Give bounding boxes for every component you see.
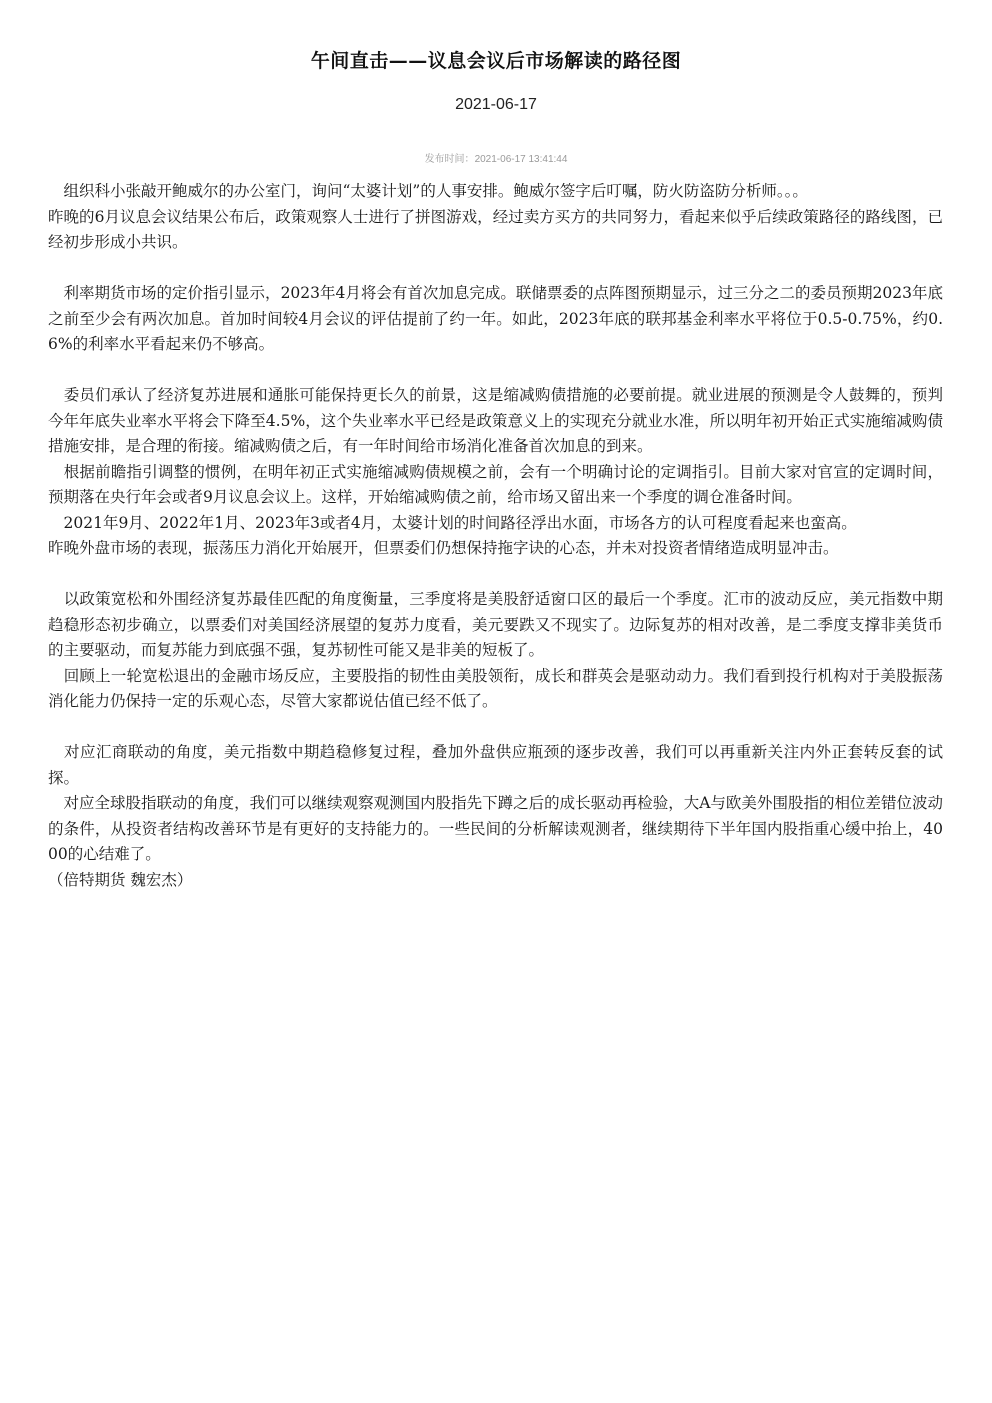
article-title: 午间直击——议息会议后市场解读的路径图 bbox=[310, 50, 682, 72]
paragraph-2: 昨晚的6月议息会议结果公布后，政策观察人士进行了拼图游戏，经过卖方买方的共同努力，看起来似乎后续政策路径的路线图，已经初步形成小共识。 bbox=[48, 207, 943, 251]
paragraph-9: 回顾上一轮宽松退出的金融市场反应，主要股指的韧性由美股领衔，成长和群英会是驱动动力。我们看到投行机构对于美股振荡消化能力仍保持一定的乐观心态，尽管大家都说估值已经不低了。 bbox=[48, 666, 943, 710]
publish-time: 2021-06-17 13:41:44 bbox=[474, 154, 568, 165]
paragraph-11: 对应全球股指联动的角度，我们可以继续观察观测国内股指先下蹲之后的成长驱动再检验，大A与欧美外围股指的相位差错位波动的条件，从投资者结构改善环节是有更好的支持能力的。一些民间的分析解读观测者，继续期待下半年国内股指重心缓中抬上，4000的心结难了。 bbox=[48, 794, 943, 863]
article-body bbox=[48, 179, 943, 893]
publish-info bbox=[0, 150, 992, 165]
paragraph-4: 委员们承认了经济复苏进展和通胀可能保持更长久的前景，这是缩减购债措施的必要前提。就业进展的预测是令人鼓舞的，预判今年年底失业率水平将会下降至4.5%，这个失业率水平已经是政策意义上的实现充分就业水准，所以明年初开始正式实施缩减购债措施安排，是合理的衔接。缩减购债之后，有一年时间给市场消化准备首次加息的到来。 bbox=[48, 386, 943, 455]
paragraph-1: 组织科小张敲开鲍威尔的办公室门，询问“太婆计划”的人事安排。鲍威尔签字后叮嘱，防火防盗防分析师。。。 bbox=[48, 182, 808, 200]
paragraph-3: 利率期货市场的定价指引显示，2023年4月将会有首次加息完成。联储票委的点阵图预期显示，过三分之二的委员预期2023年底之前至少会有两次加息。首加时间较4月会议的评估提前了约一年。如此，2023年底的联邦基金利率水平将位于0.5-0.75%，约0.6%的利率水平看起来仍不够高。 bbox=[48, 284, 943, 353]
paragraph-6: 2021年9月、2022年1月、2023年3或者4月，太婆计划的时间路径浮出水面，市场各方的认可程度看起来也蛮高。 bbox=[48, 513, 857, 532]
publish-label: 发布时间： bbox=[424, 154, 475, 165]
author-signature: （倍特期货 魏宏杰） bbox=[48, 870, 193, 889]
article-date: 2021-06-17 bbox=[455, 96, 537, 113]
paragraph-10: 对应汇商联动的角度，美元指数中期趋稳修复过程，叠加外盘供应瓶颈的逐步改善，我们可以再重新关注内外正套转反套的试探。 bbox=[48, 743, 943, 787]
paragraph-8: 以政策宽松和外围经济复苏最佳匹配的角度衡量，三季度将是美股舒适窗口区的最后一个季度。汇市的波动反应，美元指数中期趋稳形态初步确立，以票委们对美国经济展望的复苏力度看，美元要跌又不现实了。边际复苏的相对改善，是二季度支撑非美货币的主要驱动，而复苏能力到底强不强，复苏韧性可能又是非美的短板了。 bbox=[48, 590, 943, 659]
paragraph-7: 昨晚外盘市场的表现，振荡压力消化开始展开，但票委们仍想保持拖字诀的心态，并未对投资者情绪造成明显冲击。 bbox=[48, 539, 839, 557]
paragraph-5: 根据前瞻指引调整的惯例，在明年初正式实施缩减购债规模之前，会有一个明确讨论的定调指引。目前大家对官宣的定调时间，预期落在央行年会或者9月议息会议上。这样，开始缩减购债之前，给市场又留出来一个季度的调仓准备时间。 bbox=[48, 462, 943, 506]
